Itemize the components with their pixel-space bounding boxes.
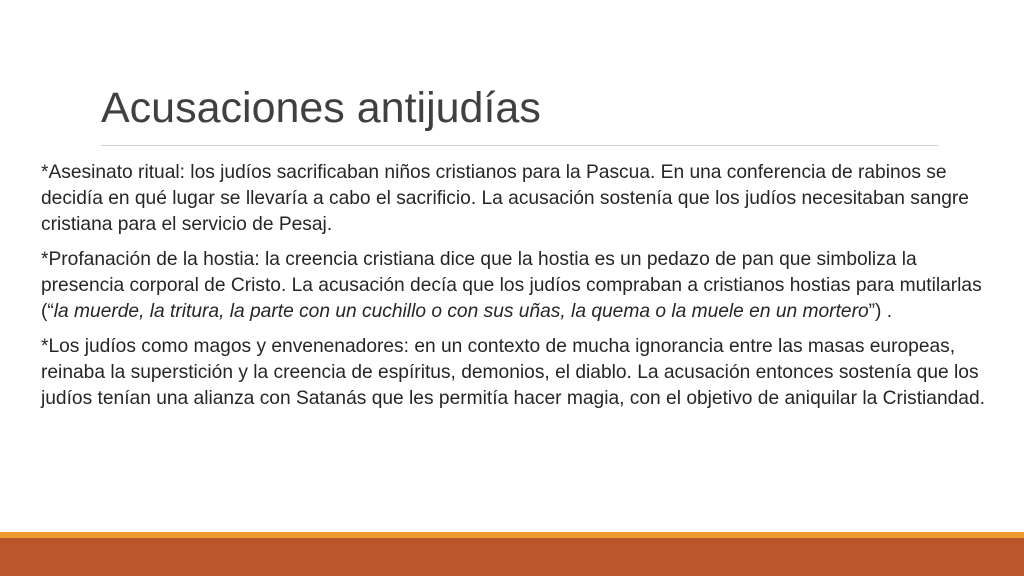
slide-body — [41, 160, 991, 421]
paragraph-host-desecration — [41, 247, 991, 325]
paragraph-host-text-after: ”) . — [868, 301, 893, 322]
title-divider — [101, 145, 938, 146]
footer-accent-bar — [0, 538, 1024, 576]
paragraph-host-quote: la muerde, la tritura, la parte con un cuchillo o con sus uñas, la quema o la muele en un mortero — [53, 301, 869, 322]
slide-title: Acusaciones antijudías — [101, 84, 541, 132]
paragraph-host-text-before: *Profanación de la hostia: la creencia cristiana dice que la hostia es un pedazo de pan que simboliza la presencia corporal de Cristo. La acusación decía que los judíos compraban a cristianos hostias para mutilarlas (“ — [41, 249, 982, 322]
paragraph-magicians-poisoners: *Los judíos como magos y envenenadores: en un contexto de mucha ignorancia entre las masas europeas, reinaba la superstición y la creencia de espíritus, demonios, el diablo. La acusación entonces sostenía que los judíos tenían una alianza con Satanás que les permitía hacer magia, con el objetivo de aniquilar la Cristiandad. — [41, 336, 985, 409]
paragraph-ritual-murder: *Asesinato ritual: los judíos sacrificaban niños cristianos para la Pascua. En una conferencia de rabinos se decidía en qué lugar se llevaría a cabo el sacrificio. La acusación sostenía que los judíos necesitaban sangre cristiana para el servicio de Pesaj. — [41, 162, 969, 235]
